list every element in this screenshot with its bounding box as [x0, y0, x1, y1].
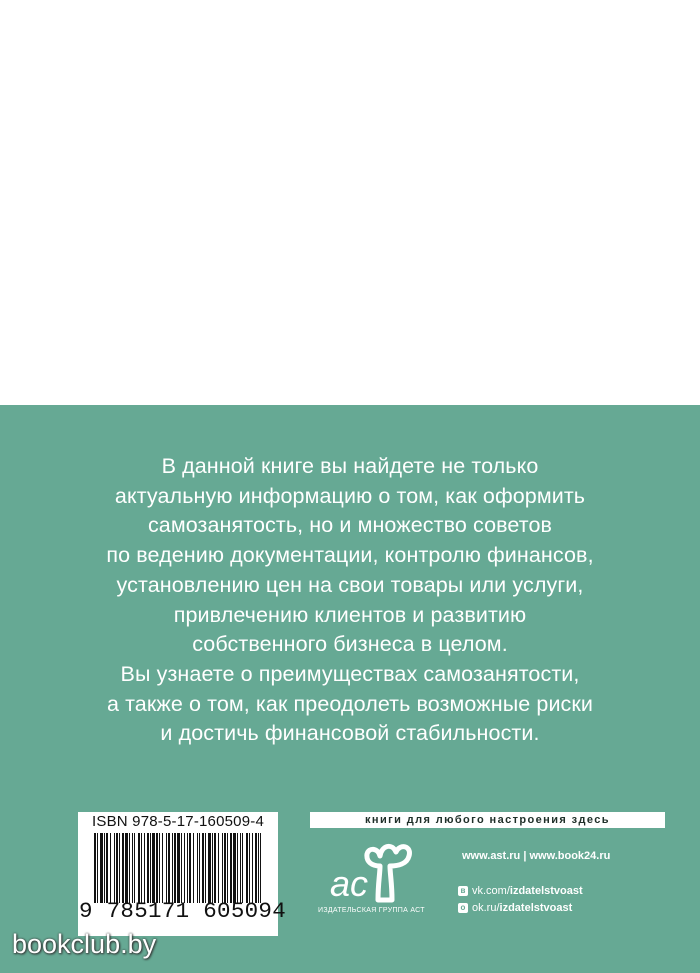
barcode-bar [214, 833, 216, 903]
barcode-bar [237, 833, 238, 903]
slogan-banner: книги для любого настроения здесь [310, 812, 665, 828]
barcode-bar [202, 833, 204, 903]
barcode-bar [147, 833, 149, 903]
barcode-bar [230, 833, 232, 903]
barcode-bar [119, 833, 120, 903]
barcode-bar [242, 833, 243, 903]
publisher-caption: ИЗДАТЕЛЬСКАЯ ГРУППА АСТ [318, 907, 425, 914]
description-line: по ведению документации, контролю финансов, [106, 543, 594, 568]
barcode-bar [174, 833, 176, 903]
barcode-bar [168, 833, 170, 903]
barcode-bar [208, 833, 211, 903]
barcode-bar [138, 833, 140, 903]
barcode-bar [212, 833, 213, 903]
barcode-bar [224, 833, 226, 903]
description-line: собственного бизнеса в целом. [192, 632, 508, 657]
barcode-bar [184, 833, 185, 903]
barcode-bar [260, 833, 261, 903]
barcode-bar [181, 833, 182, 903]
vk-handle: izdatelstvoast [509, 884, 583, 897]
ok-link[interactable] [458, 899, 583, 916]
barcode-bar [106, 833, 108, 903]
social-links [458, 882, 583, 916]
barcode-bar [152, 833, 155, 903]
description-line: самозанятость, но и множество советов [147, 513, 553, 538]
barcode-bar [227, 833, 228, 903]
barcode-bar [189, 833, 191, 903]
barcode-bar [141, 833, 142, 903]
vk-link[interactable] [458, 882, 583, 899]
barcode-bar [187, 833, 188, 903]
description-line: актуальную информацию о том, как оформить [114, 483, 586, 508]
barcode-bar [134, 833, 135, 903]
ok-handle: izdatelstvoast [499, 901, 573, 914]
description-line: В данной книге вы найдете не только [161, 454, 539, 478]
barcode-bar [255, 833, 257, 903]
barcode-bar [193, 833, 194, 903]
barcode-bar [246, 833, 248, 903]
book-description [40, 452, 660, 749]
watermark: bookclub.by [12, 929, 157, 959]
barcode-bar [100, 833, 103, 903]
barcode-bar [116, 833, 118, 903]
barcode-bar [156, 833, 158, 903]
cover-top-area [0, 0, 700, 405]
barcode-bar [94, 833, 96, 903]
barcode-bar [218, 833, 219, 903]
barcode-bar [97, 833, 98, 903]
barcode-digits: 9 785171 605094 [79, 898, 287, 924]
barcode-bar [240, 833, 241, 903]
description-line: привлечению клиентов и развитию [173, 602, 527, 627]
vk-prefix: vk.com/ [472, 884, 510, 897]
barcode-bar [222, 833, 223, 903]
barcode-bar [104, 833, 105, 903]
barcode-bar [197, 833, 198, 903]
publisher-websites [462, 850, 610, 870]
barcode-bar [132, 833, 133, 903]
barcode-bar [258, 833, 259, 903]
isbn-label: ISBN 978-5-17-160509-4 [92, 813, 265, 830]
barcode-bar [166, 833, 167, 903]
barcode-bar [150, 833, 151, 903]
barcode-bar [177, 833, 180, 903]
ok-prefix: ok.ru/ [472, 901, 500, 914]
ok-icon: о [458, 903, 468, 913]
barcode-bar [205, 833, 206, 903]
websites-line[interactable]: www.ast.ru | www.book24.ru [462, 850, 611, 862]
barcode-bar [122, 833, 124, 903]
description-line: а также о том, как преодолеть возможные риски [106, 691, 594, 716]
barcode-bar [110, 833, 111, 903]
svg-text:ас: ас [330, 863, 369, 904]
description-line: Вы узнаете о преимуществах самозанятости, [120, 661, 580, 686]
barcode-bar [125, 833, 128, 903]
barcode-bar [233, 833, 236, 903]
barcode-bar [159, 833, 160, 903]
barcode-bar [129, 833, 130, 903]
barcode-icon [94, 833, 261, 903]
barcode-bar [144, 833, 145, 903]
barcode-bar [199, 833, 200, 903]
barcode-bar [162, 833, 163, 903]
description-line: и достичь финансовой стабильности. [160, 721, 540, 746]
vk-icon: в [458, 886, 468, 896]
barcode-bar [252, 833, 253, 903]
barcode-bar [249, 833, 250, 903]
barcode-bar [172, 833, 173, 903]
barcode-bar [114, 833, 115, 903]
description-line: установлению цен на свои товары или услуги, [116, 572, 584, 597]
